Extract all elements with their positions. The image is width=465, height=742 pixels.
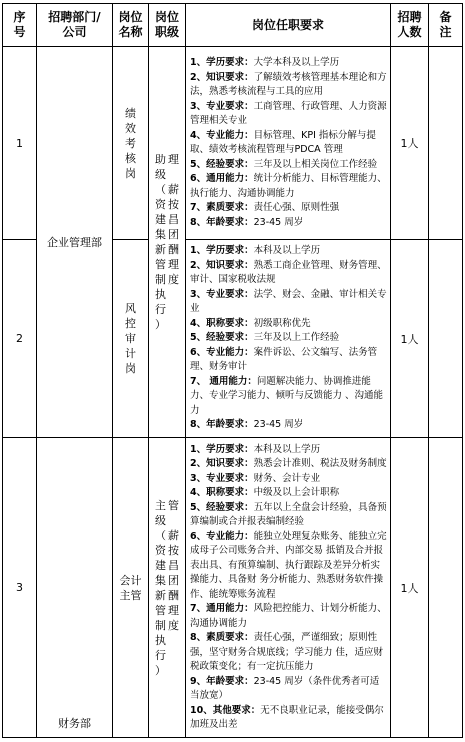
row-seq: 3 [3, 438, 37, 738]
dept-fin-cell [37, 438, 113, 738]
table-row [3, 47, 463, 240]
table-row [3, 438, 463, 738]
dept-mgmt-cell [37, 47, 113, 438]
header-dept: 招聘部门/ 公司 [37, 4, 113, 47]
header-seq: 序 号 [3, 4, 37, 47]
header-count: 招聘 人数 [391, 4, 429, 47]
note-cell [429, 47, 463, 240]
header-requirements: 岗位任职要求 [186, 4, 391, 47]
count-cell: 1人 [391, 240, 429, 438]
post-cell: 会计 主管 [113, 438, 149, 738]
header-note: 备 注 [429, 4, 463, 47]
note-cell [429, 438, 463, 738]
level-col-left: 助 级 （ 资 建 集 新 管 制 执 行 ） [155, 153, 166, 331]
level-col-left: 主 级 （ 资 建 集 新 管 制 执 行 ） [155, 498, 166, 677]
post-cell: 绩 效 考 核 岗 [113, 47, 149, 240]
level-cell-1 [149, 47, 186, 438]
level-col-right: 管 薪 按 昌 团 酬 理 度 [168, 498, 179, 632]
level-cell-3 [149, 438, 186, 738]
header-post: 岗位 名称 [113, 4, 149, 47]
dept-fin: 财务部 [58, 717, 91, 730]
dept-mgmt: 企业管理部 [47, 236, 102, 249]
level-col-right: 理 薪 按 昌 团 酬 理 度 [168, 153, 179, 286]
header-level: 岗位 职级 [149, 4, 186, 47]
requirements-cell: 1、学历要求：本科及以上学历 2、知识要求：熟悉会计准则、税法及财务制度 3、专业要求：财务、会计专业 4、职称要求：中级及以上会计职称 5、经验要求：五年以上全盘会计经验，具备预算编制或合并报表编制经验 6、专业能力：能独立处理复杂账务、能独立完成母子公司账务合并、内部交易 抵销及合并报表出具、有预算编制、执行跟踪及差异分析实操能力、具备财 务分析能力、熟悉财务软件操作、能统筹账务流程 7、通用能力：风险把控能力、计划分析能力、沟通协调能力 8、素质要求：责任心强，严谨细致；原则性强，坚守财务合规底线；学习能力 佳，适应财税政策变化；有一定抗压能力 9、年龄要求：23-45 周岁（条件优秀者可适当放宽） 10、其他要求：无不良职业记录，能接受偶尔加班及出差 [186, 438, 391, 738]
header-row [3, 4, 463, 47]
count-cell: 1人 [391, 438, 429, 738]
post-cell: 风 控 审 计 岗 [113, 240, 149, 438]
requirements-cell: 1、学历要求：大学本科及以上学历 2、知识要求：了解绩效考核管理基本理论和方法，熟悉考核流程与工具的应用 3、专业要求：工商管理、行政管理、人力资源管理相关专业 4、专业能力：目标管理、KPI 指标分解与提取、绩效考核流程管理与PDCA 管理 5、经验要求：三年及以上相关岗位工作经验 6、通用能力：统计分析能力、目标管理能力、执行能力、沟通协调能力 7、素质要求：责任心强、原则性强 8、年龄要求：23-45 周岁 [186, 47, 391, 240]
row-seq: 2 [3, 240, 37, 438]
requirements-cell: 1、学历要求：本科及以上学历 2、知识要求：熟悉工商企业管理、财务管理、审计、国家税收法规 3、专业要求：法学、财会、金融、审计相关专业 4、职称要求：初级职称优先 5、经验要求：三年及以上工作经验 6、专业能力：案件诉讼、公文编写、法务管理、财务审计 7、 通用能力：问题解决能力、协调推进能力、专业学习能力、倾听与反馈能力 、沟通能力 8、年龄要求：23-45 周岁 [186, 240, 391, 438]
row-seq: 1 [3, 47, 37, 240]
note-cell [429, 240, 463, 438]
recruitment-table [2, 3, 463, 738]
count-cell: 1人 [391, 47, 429, 240]
